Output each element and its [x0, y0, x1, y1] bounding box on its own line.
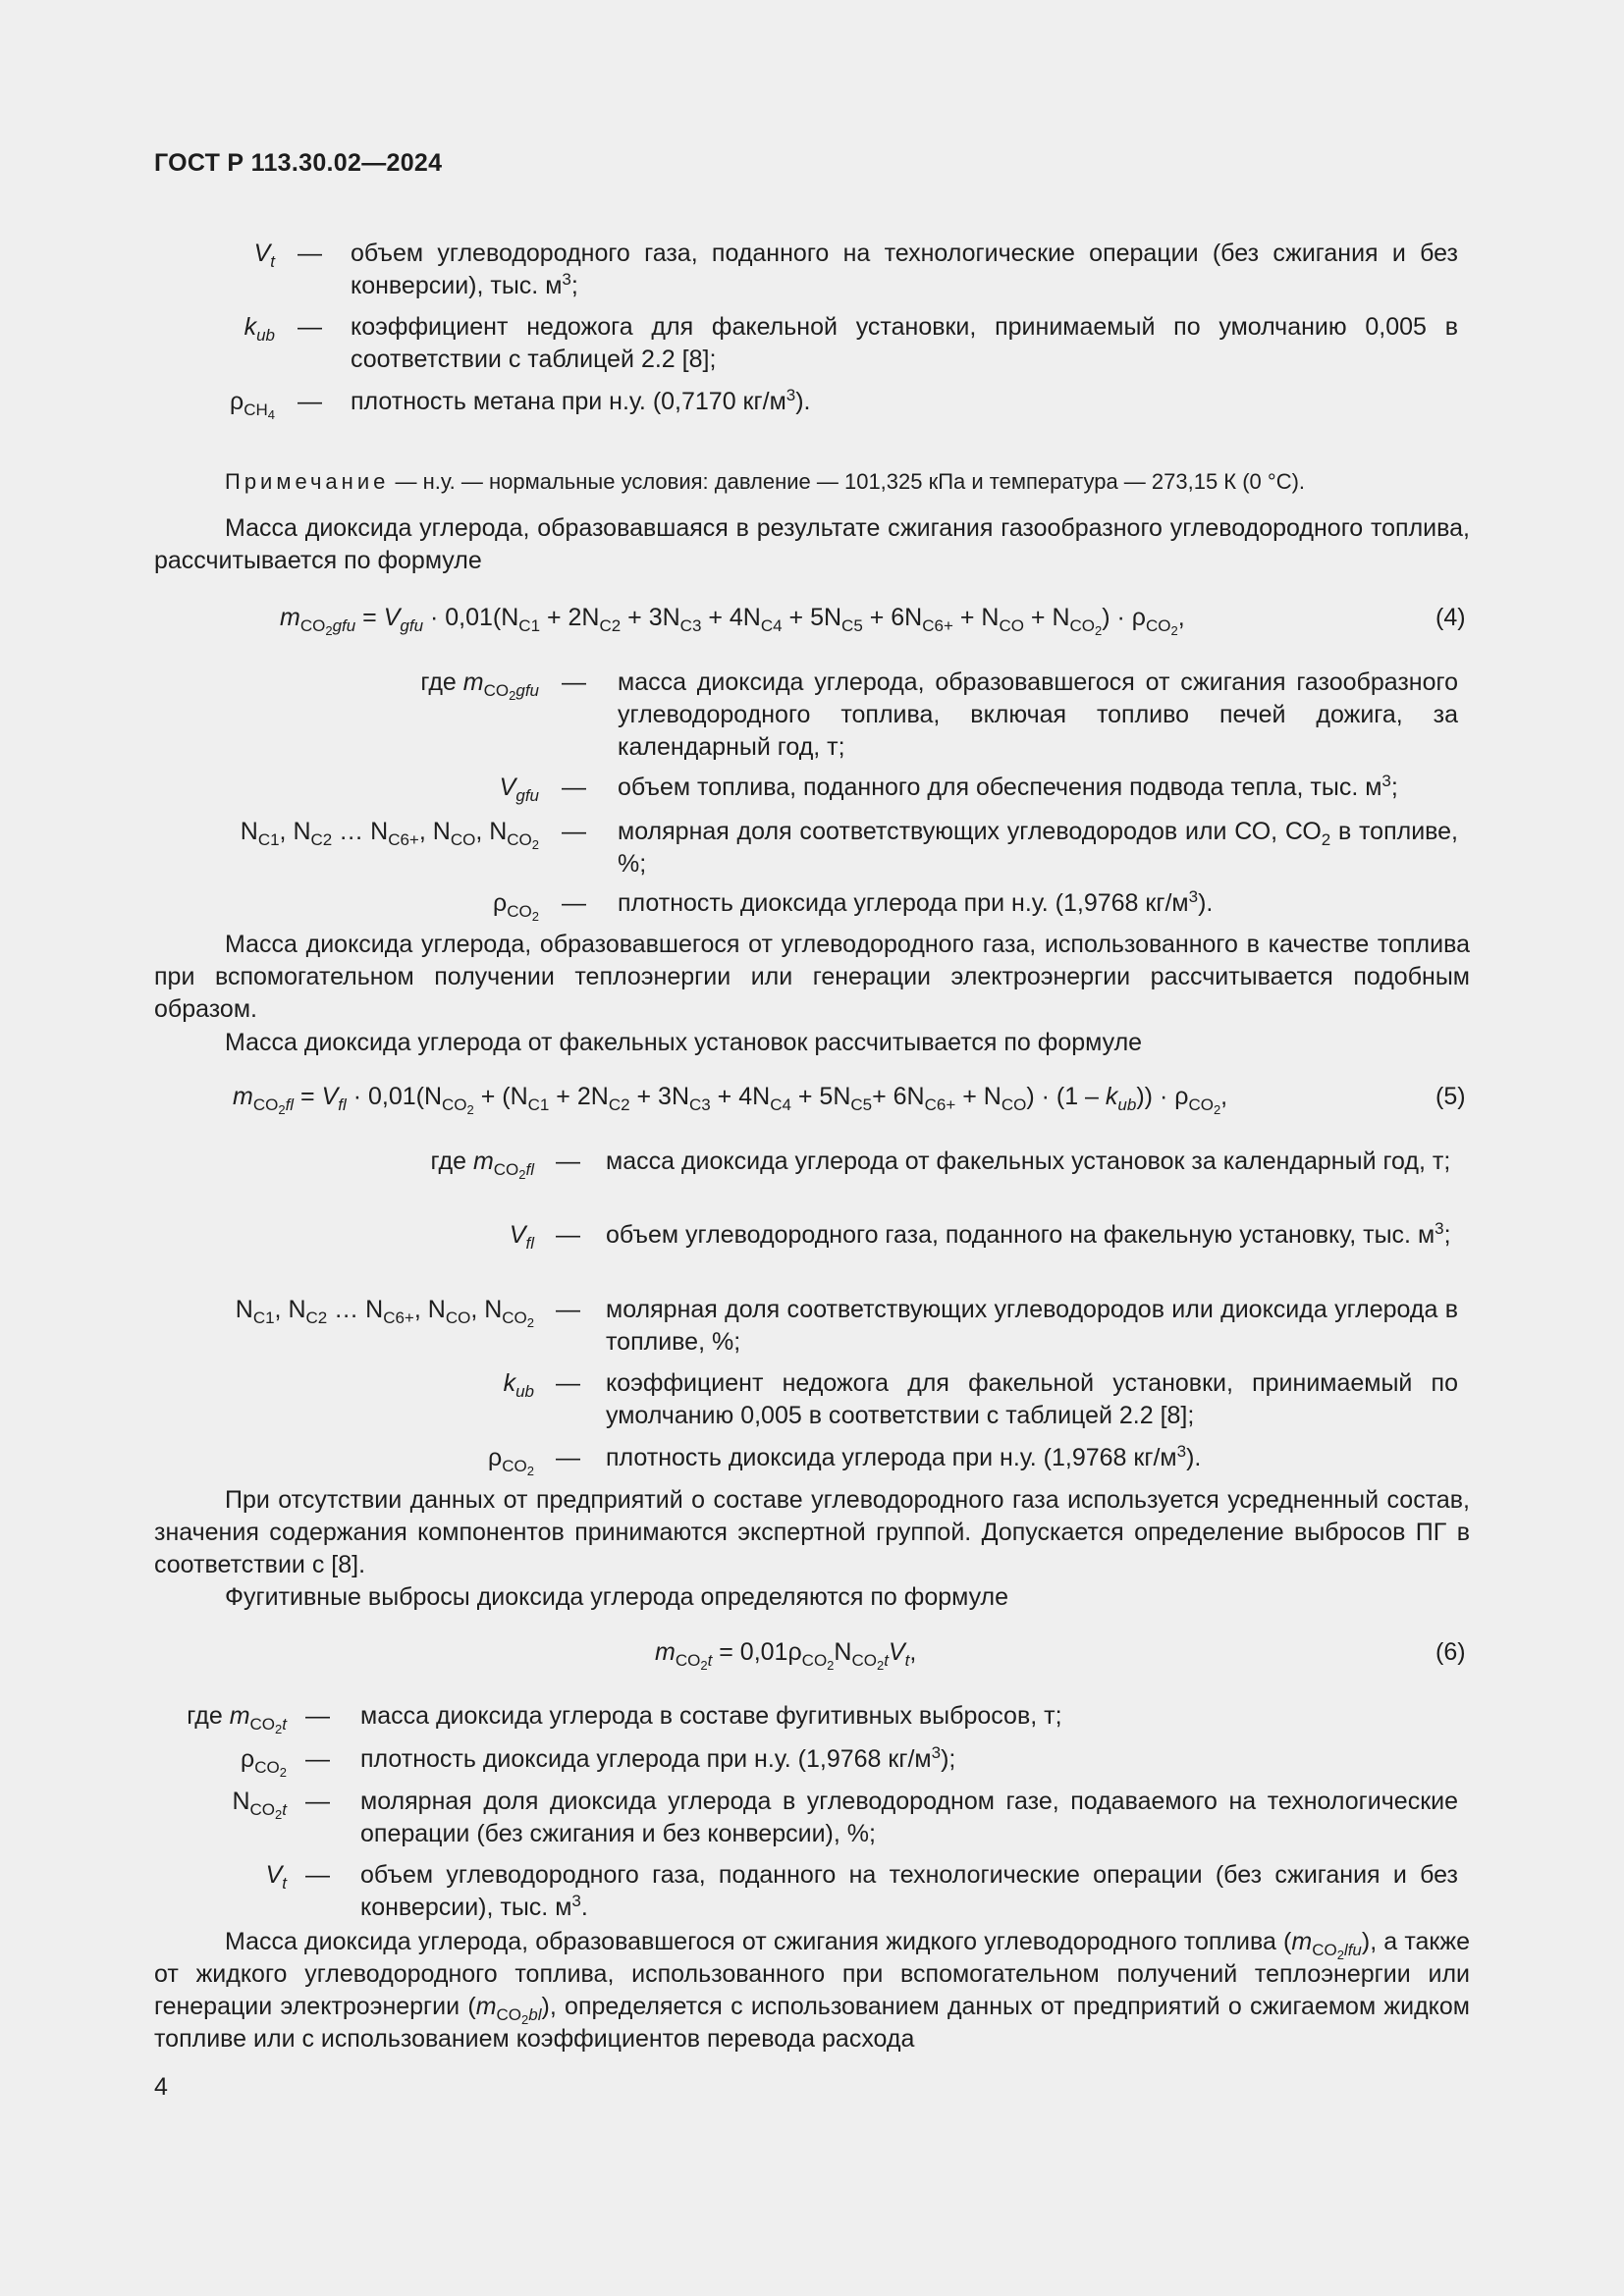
dash: —: [298, 388, 322, 415]
formula-4: $m_{CO_2gfu} = V_{gfu} \cdot 0,01(N_{C1} + 2N_{C2} + 3N_{C3} + 4N_{C4} + 5N_{C5} + 6N_{C6+} + N_{CO} + N_{CO_2}) \cdot \rho_{CO_2}$,: [280, 604, 1185, 638]
var-description: масса диоксида углерода, образовавшегося от сжигания газообразного углеводородного топлива, включая топливо печей дожига, за календарный год, т;: [618, 668, 1458, 761]
var-symbol: $N_{C1}$, $N_{C2}$ … $N_{C6+}$, $N_{CO}$, $N_{CO_2}$: [240, 818, 539, 852]
page-number: 4: [154, 2073, 168, 2101]
dash: —: [556, 1444, 580, 1471]
var-description: масса диоксида углерода от факельных установок за календарный год, т;: [606, 1148, 1451, 1175]
var-symbol: $k_{ub}$: [244, 313, 275, 345]
paragraph: При отсутствии данных от предприятий о составе углеводородного газа используется усредненный состав, значения содержания компонентов принимаются экспертной группой. Допускается определение выбросов ПГ в соответствии с [8].: [154, 1486, 1470, 1578]
paragraph: Масса диоксида углерода от факельных установок рассчитывается по формуле: [225, 1029, 1143, 1056]
var-symbol: $\rho_{CO_2}$: [488, 1444, 534, 1478]
var-symbol: где $m_{CO_2t}$: [187, 1702, 287, 1736]
var-description: масса диоксида углерода в составе фугитивных выбросов, т;: [360, 1702, 1062, 1730]
var-description: объем топлива, поданного для обеспечения подвода тепла, тыс. $м^3$;: [618, 772, 1398, 801]
formula-number: (4): [1435, 604, 1466, 631]
var-description: молярная доля соответствующих углеводородов или диоксида углерода в топливе, %;: [606, 1296, 1458, 1356]
note-text: — н.у. — нормальные условия: давление — 101,325 кПа и температура — 273,15 К (0 °С).: [395, 469, 1306, 494]
var-symbol: $V_t$: [253, 240, 275, 271]
dash: —: [556, 1296, 580, 1323]
formula-6: $m_{CO_2t} = 0,01\rho_{CO_2}N_{CO_2t}V_t$,: [655, 1638, 917, 1673]
dash: —: [298, 240, 322, 267]
paragraph: Масса диоксида углерода, образовавшаяся в результате сжигания газообразного углеводородного топлива, рассчитывается по формуле: [154, 514, 1470, 574]
dash: —: [305, 1702, 330, 1730]
var-description: молярная доля диоксида углерода в углеводородном газе, подаваемого на технологические операции (без сжигания и без конверсии), %;: [360, 1788, 1458, 1847]
var-description: объем углеводородного газа, поданного на технологические операции (без сжигания и без конверсии), тыс. $м^3$.: [360, 1861, 1458, 1921]
var-symbol: $N_{CO_2t}$: [232, 1788, 287, 1822]
note: [225, 465, 1305, 499]
var-symbol: $\rho_{CO_2}$: [493, 889, 539, 924]
var-symbol: $V_t$: [265, 1861, 287, 1893]
dash: —: [556, 1148, 580, 1175]
var-description: коэффициент недожога для факельной установки, принимаемый по умолчанию 0,005 в соответствии с таблицей 2.2 [8];: [351, 313, 1458, 373]
var-symbol: $\rho_{CO_2}$: [241, 1745, 287, 1780]
var-symbol: где $m_{CO_2fl}$: [430, 1148, 534, 1182]
note-label: Примечание: [225, 469, 390, 494]
var-symbol: $V_{gfu}$: [499, 774, 539, 805]
paragraph: Масса диоксида углерода, образовавшегося от углеводородного газа, использованного в качестве топлива при вспомогательном получении теплоэнергии или генерации электроэнергии рассчитывается подобным образом.: [154, 931, 1470, 1023]
dash: —: [562, 668, 586, 696]
dash: —: [305, 1861, 330, 1889]
var-description: объем углеводородного газа, поданного на факельную установку, тыс. $м^3$;: [606, 1219, 1451, 1249]
dash: —: [562, 889, 586, 917]
document-header: ГОСТ Р 113.30.02—2024: [154, 149, 443, 177]
var-symbol: где $m_{CO_2gfu}$: [420, 668, 539, 703]
var-description: плотность диоксида углерода при н.у. (1,9768 $кг/м^3$).: [618, 887, 1214, 917]
var-description: объем углеводородного газа, поданного на технологические операции (без сжигания и без конверсии), тыс. $м^3$;: [351, 240, 1458, 299]
var-description: плотность метана при н.у. (0,7170 $кг/м^3$).: [351, 386, 811, 415]
formula-number: (5): [1435, 1083, 1466, 1110]
formula-5: $m_{CO_2fl} = V_{fl} \cdot 0,01(N_{CO_2} + (N_{C1} + 2N_{C2} + 3N_{C3} + 4N_{C4} + 5N_{C5}+ 6N_{C6+} + N_{CO}) \cdot (1 - k_{ub})) \cdot \rho_{CO_2}$,: [233, 1083, 1228, 1117]
var-description: плотность диоксида углерода при н.у. (1,9768 $кг/м^3$);: [360, 1743, 956, 1773]
dash: —: [562, 774, 586, 801]
var-description: плотность диоксида углерода при н.у. (1,9768 $кг/м^3$).: [606, 1442, 1202, 1471]
dash: —: [556, 1221, 580, 1249]
dash: —: [298, 313, 322, 341]
var-symbol: $\rho_{CH_4}$: [229, 388, 275, 422]
dash: —: [305, 1788, 330, 1815]
dash: —: [562, 818, 586, 845]
var-symbol: $V_{fl}$: [509, 1221, 534, 1253]
var-description: коэффициент недожога для факельной установки, принимаемый по умолчанию 0,005 в соответствии с таблицей 2.2 [8];: [606, 1369, 1458, 1429]
formula-number: (6): [1435, 1638, 1466, 1666]
var-description: молярная доля соответствующих углеводородов или СО, $СО_2$ в топливе, %;: [618, 818, 1459, 878]
var-symbol: $N_{C1}$, $N_{C2}$ … $N_{C6+}$, $N_{CO}$, $N_{CO_2}$: [235, 1296, 534, 1330]
paragraph: Фугитивные выбросы диоксида углерода определяются по формуле: [225, 1583, 1009, 1611]
dash: —: [556, 1369, 580, 1397]
paragraph: Масса диоксида углерода, образовавшегося от сжигания жидкого углеводородного топлива $(m_{CO_2lfu})$, а также от жидкого углеводородного топлива, использованного при вспомогательном получений теплоэнергии или генерации электроэнергии $(m_{CO_2bl})$, определяется с использованием данных от предприятий о сжигаемом жидком топливе или с использованием коэффициентов перевода расхода: [154, 1928, 1470, 2053]
var-symbol: $k_{ub}$: [503, 1369, 534, 1401]
dash: —: [305, 1745, 330, 1773]
